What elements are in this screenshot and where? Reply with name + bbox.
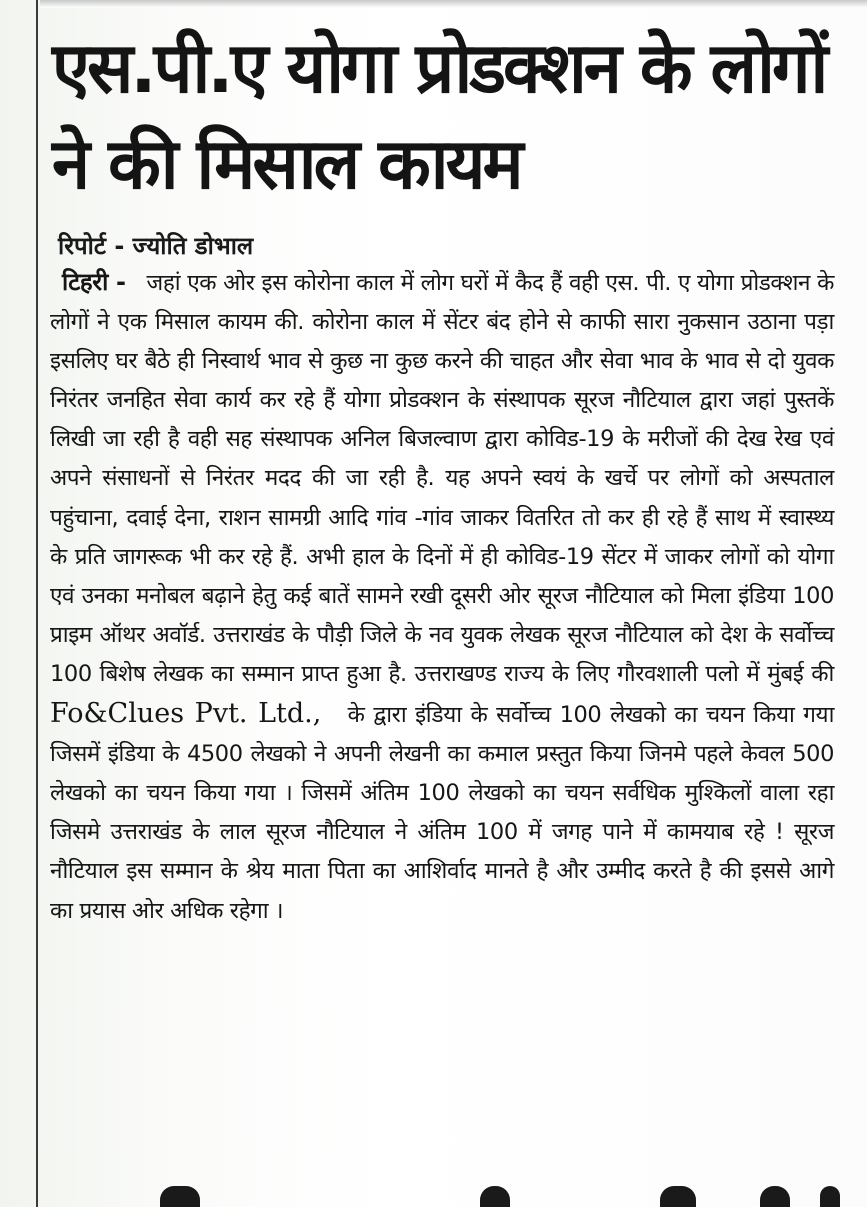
glyph-fragment [760,1186,790,1207]
top-edge-strip [40,0,867,8]
column-rule [36,0,38,1207]
glyph-fragment [820,1186,840,1207]
article-body-part-1: जहां एक ओर इस कोरोना काल में लोग घरों में कैद हैं वही एस. पी. ए योगा प्रोडक्शन के लोगों ने एक मिसाल कायम की. कोरोना काल में सेंटर बंद होने से काफी सारा नुकसान उठाना पड़ा इसलिए घर बैठे ही निस्वार्थ भाव से कुछ ना कुछ करने की चाहत और सेवा भाव के भाव से दो युवक निरंतर जनहित सेवा कार्य कर रहे हैं योगा प्रोडक्शन के संस्थापक सूरज नौटियाल द्वारा जहां पुस्तकें लिखी जा रही है वही सह संस्थापक अनिल बिजल्वाण द्वारा कोविड-19 के मरीजों की देख रेख एवं अपने संसाधनों से निरंतर मदद की जा रही है. यह अपने स्वयं के खर्चे पर लोगों को अस्पताल पहुंचाना, दवाई देना, राशन सामग्री आदि गांव -गांव जाकर वितरित तो कर ही रहे हैं साथ में स्वास्थ्य के प्रति जागरूक भी कर रहे हैं. अभी हाल के दिनों में ही कोविड-19 सेंटर में जाकर लोगों को योगा एवं उनका मनोबल बढ़ाने हेतु कई बातें सामने रखी दूसरी ओर सूरज नौटियाल को मिला इंडिया 100 प्राइम ऑथर अवॉर्ड. उत्तराखंड के पौड़ी जिले के नव युवक लेखक सूरज नौटियाल को देश के सर्वोच्च 100 बिशेष लेखक का सम्मान प्राप्त हुआ है. उत्तराखण्ड राज्य के लिए गौरवशाली पलो में मुंबई की [50,270,834,687]
glyph-fragment [160,1186,200,1207]
glyph-fragment [480,1186,510,1207]
article-body-part-2: के द्वारा इंडिया के सर्वोच्च 100 लेखको का चयन किया गया जिसमें इंडिया के 4500 लेखको ने अपनी लेखनी का कमाल प्रस्तुत किया जिनमे पहले केवल 500 लेखको का चयन किया गया । जिसमें अंतिम 100 लेखको का चयन सर्वधिक मुश्किलों वाला रहा जिसमे उत्तराखंड के लाल सूरज नौटियाल ने अंतिम 100 में जगह पाने में कामयाब रहे ! सूरज नौटियाल इस सम्मान के श्रेय माता पिता का आशिर्वाद मानते है और उम्मीद करते है की इससे आगे का प्रयास ओर अधिक रहेगा । [50,702,834,924]
article-body [50,263,834,931]
glyph-fragment [660,1186,696,1207]
next-article-headline-fragment [60,1186,840,1207]
article-byline: रिपोर्ट - ज्योति डोभाल [58,232,254,260]
article-dateline: टिहरी - [62,268,126,296]
article-headline: एस.पी.ए योगा प्रोडक्शन के लोगों ने की मिसाल कायम [52,27,826,205]
company-name: Fo&Clues Pvt. Ltd., [50,698,322,730]
